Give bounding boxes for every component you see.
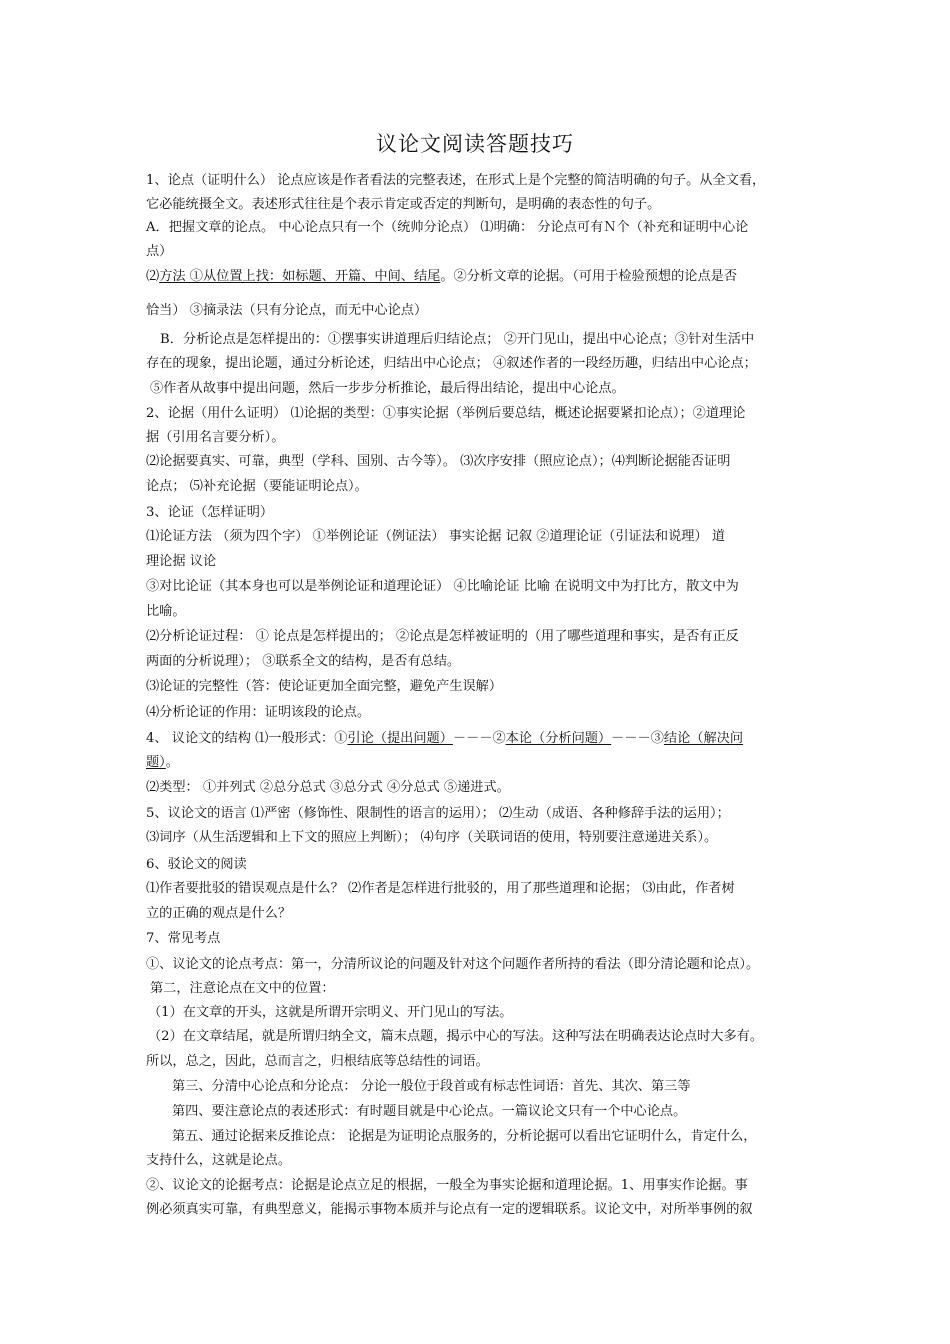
text-line <box>146 355 757 373</box>
text-segment: ⑶词序（从生活逻辑和上下文的照应上判断）； ⑷句序（关联词语的使用，特别要注意递进关系）。 <box>146 830 718 845</box>
text-segment: （1）在文章的开头，这就是所谓开宗明义、开门见山的写法。 <box>148 1005 513 1020</box>
text-segment: 第五、通过论据来反推论点： 论据是为证明论点服务的，分析论据可以看出它证明什么，肯定什么， <box>172 1129 757 1144</box>
text-line <box>172 1128 756 1146</box>
text-line <box>146 553 216 571</box>
text-line <box>146 1177 748 1195</box>
text-line <box>146 528 725 546</box>
text-segment: ⑤作者从故事中提出问题，然后一步步分析推论，最后得出结论，提出中心论点。 <box>150 381 625 396</box>
underlined-text: 本论（分析问题） <box>505 731 612 746</box>
text-segment: ②、议论文的论据考点：论据是论点立足的根据，一般全为事实论据和道理论据。1、用事实作论据。事 <box>146 1178 748 1193</box>
text-line <box>146 905 291 923</box>
text-line <box>146 856 247 874</box>
text-line <box>146 628 739 646</box>
text-segment: ⑴论证方法 （须为四个字） ①举例论证（例证法） 事实论据 记叙 ②道理论证（引证法和说理） 道 <box>146 529 726 544</box>
text-segment: 第二，注意论点在文中的位置： <box>150 981 335 996</box>
text-segment: 所以，总之，因此，总而言之，归根结底等总结性的词语。 <box>146 1054 489 1069</box>
text-line <box>146 478 368 496</box>
text-line <box>160 331 754 349</box>
text-line <box>150 380 625 398</box>
text-segment: ⑵ <box>146 269 160 284</box>
text-line <box>146 653 460 671</box>
text-segment: 4、 议论文的结构 ⑴一般形式：① <box>146 731 348 746</box>
text-line <box>146 429 284 447</box>
text-segment: 6、驳论文的阅读 <box>146 857 247 872</box>
text-segment: 。 <box>165 755 179 770</box>
text-segment: －－－③ <box>611 731 664 746</box>
text-segment: 第三、分清中心论点和分论点： 分论一般位于段首或有标志性词语：首先、其次、第三等 <box>172 1079 691 1094</box>
text-line <box>146 956 759 974</box>
text-segment: －－－② <box>452 731 506 746</box>
text-segment: 论点； ⑸补充论据（要能证明论点）。 <box>146 479 368 494</box>
text-segment: （2）在文章结尾，就是所谓归纳全文，篇末点题，揭示中心的写法。这种写法在明确表达论点时大多有。 <box>148 1029 764 1044</box>
text-segment: 立的正确的观点是什么？ <box>146 906 292 921</box>
text-segment: ⑶论证的完整性（答：使论证更加全面完整，避免产生误解） <box>146 679 503 694</box>
text-line <box>146 578 739 596</box>
text-segment: 它必能统摄全文。表述形式往往是个表示肯定或否定的判断句，是明确的表态性的句子。 <box>146 197 661 212</box>
text-segment: 恰当） ③摘录法（只有分论点，而无中心论点） <box>146 303 428 318</box>
text-line <box>146 1152 291 1170</box>
text-segment: ⑵类型： ①并列式 ②总分总式 ③总分式 ④分总式 ⑤递进式。 <box>146 780 510 795</box>
text-line <box>172 1103 686 1121</box>
text-segment: ⑴作者要批驳的错误观点是什么？ ⑵作者是怎样进行批驳的，用了那些道理和论据； ⑶由此，作者树 <box>146 881 735 896</box>
text-line <box>146 704 370 722</box>
text-segment: ⑷分析论证的作用：证明该段的论点。 <box>146 705 371 720</box>
text-segment: ①、议论文的论点考点：第一，分清所议论的问题及针对这个问题作者所持的看法（即分清论题和论点）。 <box>146 957 760 972</box>
text-line <box>150 980 335 998</box>
text-segment: 3、论证（怎样证明） <box>146 505 274 520</box>
text-line <box>146 243 172 261</box>
text-line <box>146 754 179 772</box>
text-segment: 。②分析文章的论据。（可用于检验预想的论点是否 <box>440 269 738 284</box>
text-line <box>146 930 220 948</box>
text-line <box>146 678 502 696</box>
text-segment: 点） <box>146 244 173 259</box>
text-segment: 5、议论文的语言 ⑴严密（修饰性、限制性的语言的运用）； ⑵生动（成语、各种修辞手法的运用）； <box>146 806 730 821</box>
text-segment: ⑵论据要真实、可靠，典型（学科、国别、古今等）。 ⑶次序安排（照应论点）；⑷判断论据能否证明 <box>146 454 731 469</box>
underlined-text: 题） <box>146 755 166 770</box>
text-segment: ⑵分析论证过程： ① 论点是怎样提出的； ②论点是怎样被证明的（用了哪些道理和事实，是否有正反 <box>146 629 739 644</box>
text-line <box>146 1053 489 1071</box>
text-line <box>146 504 273 522</box>
text-segment: 7、常见考点 <box>146 931 221 946</box>
text-line <box>146 1201 753 1219</box>
text-line <box>146 603 186 621</box>
text-line <box>146 829 717 847</box>
text-line <box>146 730 743 748</box>
underlined-text: 引论（提出问题） <box>347 731 453 746</box>
text-segment: ③对比论证（其本身也可以是举例论证和道理论证） ④比喻论证 比喻 在说明文中为打比方，散文中为 <box>146 579 739 594</box>
text-line <box>146 779 510 797</box>
text-segment: 据（引用名言要分析）。 <box>146 430 285 445</box>
text-line <box>146 405 745 423</box>
text-segment: 2、论据（用什么证明） ⑴论据的类型：①事实论据（举例后要总结，概述论据要紧扣论点）；②道理论 <box>146 406 746 421</box>
text-line <box>146 453 730 471</box>
text-segment: 两面的分析说理）； ③联系全文的结构，是否有总结。 <box>146 654 461 669</box>
text-line <box>146 805 730 823</box>
text-segment: 例必须真实可靠，有典型意义，能揭示事物本质并与论点有一定的逻辑联系。议论文中，对所举事例的叙 <box>146 1202 753 1217</box>
page-title: 议论文阅读答题技巧 <box>376 132 574 156</box>
text-segment: A．把握文章的论点。 中心论点只有一个（统帅分论点） ⑴明确： 分论点可有Ｎ个（补充和证明中心论 <box>146 220 749 235</box>
text-line <box>146 172 765 190</box>
text-segment: 支持什么，这就是论点。 <box>146 1153 292 1168</box>
text-line <box>146 219 748 237</box>
underlined-text: 方法 ①从位置上找：如标题、开篇、中间、结尾 <box>159 269 441 284</box>
text-segment: 比喻。 <box>146 604 186 619</box>
text-segment: B．分析论点是怎样提出的：①摆事实讲道理后归结论点； ②开门见山，提出中心论点；③针对生活中 <box>160 332 755 347</box>
text-line <box>148 1004 512 1022</box>
text-line <box>146 268 737 286</box>
text-segment: 1、论点（证明什么） 论点应该是作者看法的完整表述，在形式上是个完整的简洁明确的句子。从全文看， <box>146 173 766 188</box>
underlined-text: 结论（解决问 <box>663 731 744 746</box>
text-segment: 第四、要注意论点的表述形式：有时题目就是中心论点。一篇议论文只有一个中心论点。 <box>172 1104 687 1119</box>
text-line <box>148 1028 763 1046</box>
text-line <box>172 1078 691 1096</box>
text-segment: 存在的现象，提出论题，通过分析论述，归结出中心论点； ④叙述作者的一段经历趣，归结出中心论点； <box>146 356 757 371</box>
text-line <box>146 880 735 898</box>
text-segment: 理论据 议论 <box>146 554 217 569</box>
text-line <box>146 302 427 320</box>
text-line <box>146 196 660 214</box>
